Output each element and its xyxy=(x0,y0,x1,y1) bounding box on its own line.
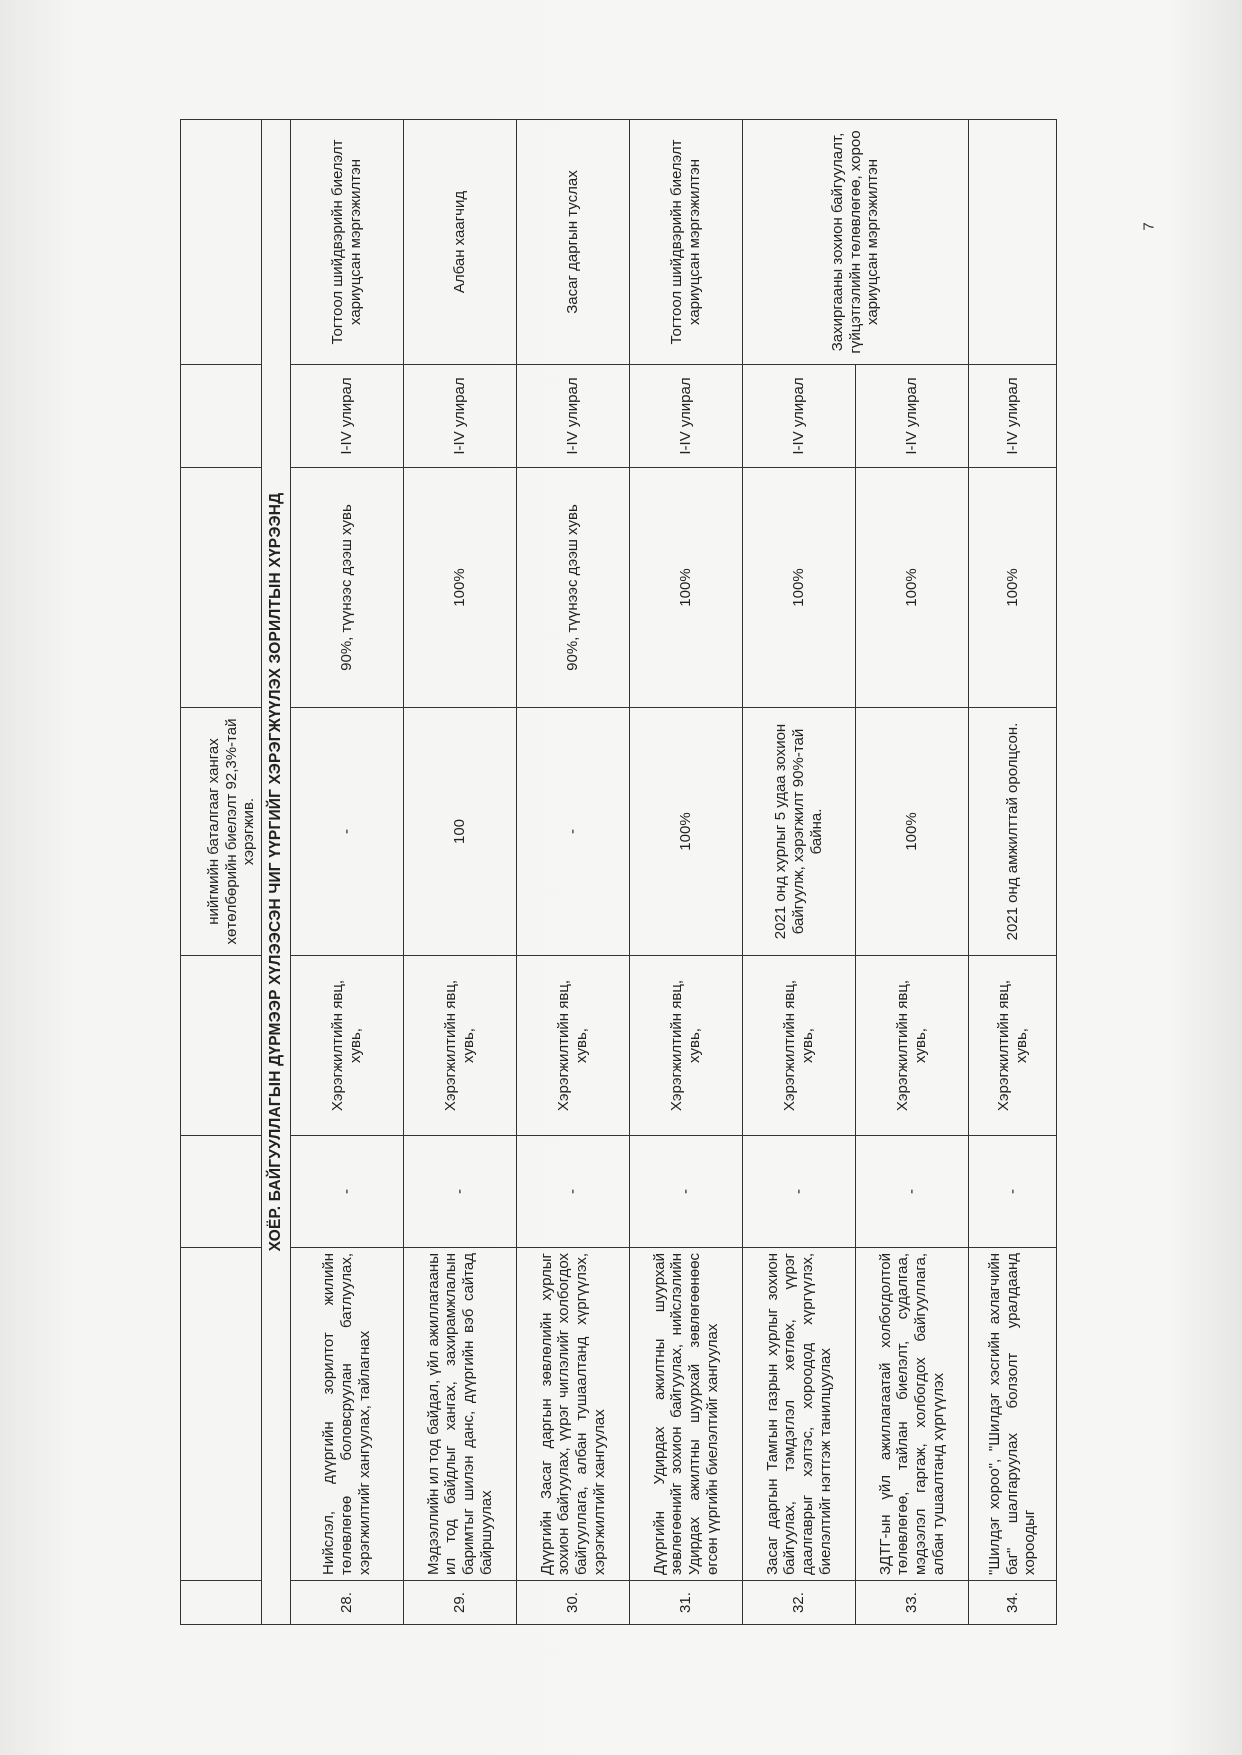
target-cell: 100% xyxy=(404,468,517,708)
time-cell: I-IV улирал xyxy=(630,365,743,468)
row-number: 30. xyxy=(517,1581,630,1625)
activity-cell: Нийслэл, дүүргийн зорилтот жилийн төлөвлөгөө боловсруулан батлуулах, хэрэгжилтийг хангуулах, тайлагнах xyxy=(291,1248,404,1581)
row-number: 29. xyxy=(404,1581,517,1625)
current-cell: 100% xyxy=(856,708,969,956)
indicator-cell: Хэрэгжилтийн явц, хувь, xyxy=(856,956,969,1136)
baseline-cell: - xyxy=(743,1136,856,1248)
time-cell: I-IV улирал xyxy=(743,365,856,468)
current-cell: - xyxy=(291,708,404,956)
baseline-cell: - xyxy=(517,1136,630,1248)
header-continuation-row xyxy=(181,120,262,1625)
current-cell: - xyxy=(517,708,630,956)
time-cell: I-IV улирал xyxy=(969,365,1057,468)
baseline-cell: - xyxy=(291,1136,404,1248)
activity-cell: Засаг даргын Тамгын газрын хурлыг зохион байгуулах, тэмдэглэл хөтлөх, үүрэг даалгаврыг хэлтэс, хороодод хүргүүлэх, биелэлтийг нэгтгэж танилцуулах xyxy=(743,1248,856,1581)
row-number: 34. xyxy=(969,1581,1057,1625)
page-number: 7 xyxy=(1140,222,1158,231)
responsible-cell xyxy=(969,120,1057,365)
table-row xyxy=(630,120,743,1625)
current-cell: 2021 онд хурлыг 5 удаа зохион байгуулж, хэрэгжилт 90%-тай байна. xyxy=(743,708,856,956)
responsible-cell: Захиргааны зохион байгуулалт, гүйцэтгэлийн төлөвлөгөө, хороо хариуцсан мэргэжилтэн xyxy=(743,120,969,365)
target-cell: 100% xyxy=(969,468,1057,708)
time-cell: I-IV улирал xyxy=(517,365,630,468)
table-row xyxy=(517,120,630,1625)
table-row xyxy=(291,120,404,1625)
section-heading-row xyxy=(262,120,291,1625)
baseline-cell: - xyxy=(969,1136,1057,1248)
rotated-table-wrapper xyxy=(180,120,1039,1625)
activity-cell: Дүүргийн Удирдах ажилтны шуурхай зөвлөгөөнийг зохион байгуулах, нийслэлийн Удирдах ажилтны шуурхай зөвлөгөөнөөс өгсөн үүргийн биелэлтийг хангуулах xyxy=(630,1248,743,1581)
target-cell: 90%, түүнээс дээш хувь xyxy=(291,468,404,708)
table-row xyxy=(743,120,856,1625)
indicator-cell: Хэрэгжилтийн явц, хувь, xyxy=(404,956,517,1136)
current-cell: 100% xyxy=(630,708,743,956)
current-cell: 2021 онд амжилттай оролцсон. xyxy=(969,708,1057,956)
responsible-cell: Албан хаагчид xyxy=(404,120,517,365)
activity-cell: Дүүргийн Засаг даргын зөвлөлийн хурлыг зохион байгуулах, үүрэг чиглэлийг холбогдох байгууллага, албан тушаалтанд хүргүүлэх, хэрэгжилтийг хангуулах xyxy=(517,1248,630,1581)
responsible-cell: Тогтоол шийдвэрийн биелэлт хариуцсан мэргэжилтэн xyxy=(630,120,743,365)
target-cell: 100% xyxy=(856,468,969,708)
plan-table xyxy=(180,119,1057,1625)
indicator-cell: Хэрэгжилтийн явц, хувь, xyxy=(517,956,630,1136)
target-cell: 100% xyxy=(630,468,743,708)
baseline-cell: - xyxy=(856,1136,969,1248)
header-note: нийгмийн баталгааг хангах хөтөлбөрийн биелэлт 92,3%-тай хэрэгжив. xyxy=(181,708,262,956)
current-cell: 100 xyxy=(404,708,517,956)
table-row xyxy=(969,120,1057,1625)
activity-cell: ЗДТГ-ын үйл ажиллагаатай холбогдолтой төлөвлөгөө, тайлан биелэлт, судалгаа, мэдээлэл гаргаж, холбогдох байгууллага, албан тушаалтанд хүргүүлэх xyxy=(856,1248,969,1581)
indicator-cell: Хэрэгжилтийн явц, хувь, xyxy=(969,956,1057,1136)
row-number: 32. xyxy=(743,1581,856,1625)
time-cell: I-IV улирал xyxy=(404,365,517,468)
table-row xyxy=(404,120,517,1625)
indicator-cell: Хэрэгжилтийн явц, хувь, xyxy=(743,956,856,1136)
baseline-cell: - xyxy=(404,1136,517,1248)
responsible-cell: Тогтоол шийдвэрийн биелэлт хариуцсан мэргэжилтэн xyxy=(291,120,404,365)
indicator-cell: Хэрэгжилтийн явц, хувь, xyxy=(291,956,404,1136)
row-number: 28. xyxy=(291,1581,404,1625)
row-number: 31. xyxy=(630,1581,743,1625)
time-cell: I-IV улирал xyxy=(291,365,404,468)
row-number: 33. xyxy=(856,1581,969,1625)
activity-cell: Мэдээллийн ил тод байдал, үйл ажиллагааны ил тод байдлыг хангах, захирамжлалын баримтыг шилэн данс, дүүргийн вэб сайтад байршуулах xyxy=(404,1248,517,1581)
target-cell: 100% xyxy=(743,468,856,708)
baseline-cell: - xyxy=(630,1136,743,1248)
section-title: ХОЁР. БАЙГУУЛЛАГЫН ДҮРМЭЭР ХҮЛЭЭСЭН ЧИГ ҮҮРГИЙГ ХЭРЭГЖҮҮЛЭХ ЗОРИЛТЫН ХҮРЭЭНД xyxy=(262,120,291,1625)
responsible-cell: Засаг даргын туслах xyxy=(517,120,630,365)
activity-cell: "Шилдэг хороо", "Шилдэг хэсгийн ахлагчийн баг" шалгаруулах болзолт уралдаанд хороодыг xyxy=(969,1248,1057,1581)
time-cell: I-IV улирал xyxy=(856,365,969,468)
target-cell: 90%, түүнээс дээш хувь xyxy=(517,468,630,708)
indicator-cell: Хэрэгжилтийн явц, хувь, xyxy=(630,956,743,1136)
